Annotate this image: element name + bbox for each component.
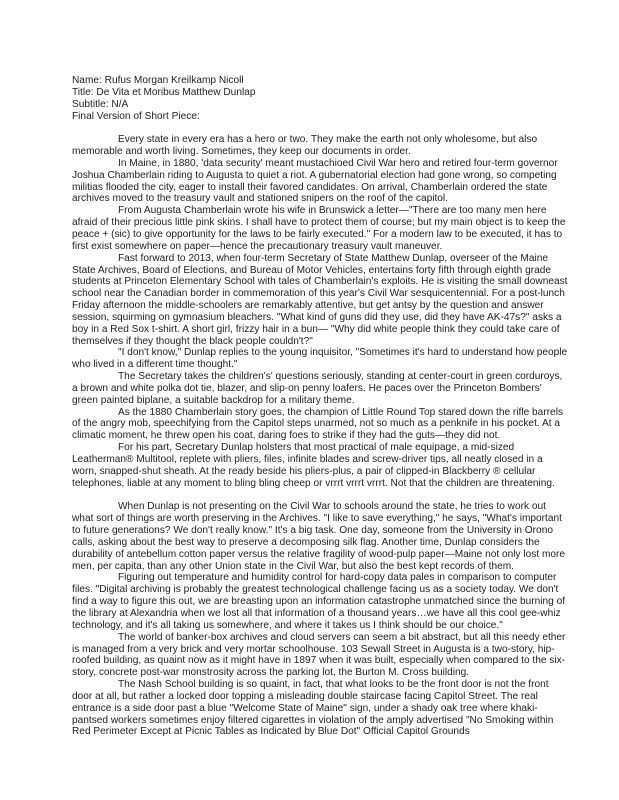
paragraph: From Augusta Chamberlain wrote his wife in Brunswick a letter—"There are too many men here afraid of their precious little pink skins. I shall have to protect them of course; but my main object is to keep the peace + (sic) to give opportunity for the laws to be fairly executed." For a modern law to be executed, it has to first exist somewhere on paper—hence the precautionary treasury vault maneuver. bbox=[72, 205, 566, 252]
paragraph: In Maine, in 1880, 'data security' meant mustachioed Civil War hero and retired four-term governor Joshua Chamberlain riding to Augusta to quiet a riot. A gubernatorial election had gone wrong, so competing militias flooded the city, eager to install their favored candidates. On arrival, Chamberlain ordered the state archives moved to the treasury vault and stationed snipers on the roof of the capitol. bbox=[72, 157, 558, 205]
document-title: Title: De Vita et Moribus Matthew Dunlap bbox=[72, 86, 256, 98]
section-1 bbox=[72, 134, 568, 489]
paragraph: When Dunlap is not presenting on the Civil War to schools around the state, he tries to work out what sort of things are worth preserving in the Archives. "I like to save everything," he says, "What's important to future generations? We don't really know." It's a big task. One day, someone from the University in Orono calls, asking about the best way to preserve a decomposing silk flag. Another time, Dunlap considers the durability of antebellum cotton paper versus the relative fragility of wood-pulp paper—Maine not only lost more men, per capita, than any other Union state in the Civil War, but also the best kept records of them. bbox=[72, 501, 566, 572]
document-page bbox=[72, 75, 568, 738]
paragraph: For his part, Secretary Dunlap holsters that most practical of male equipage, a mid-sized Leatherman® Multitool, replete with pliers, files, infinite blades and screw-driver tips, all neatly closed in a worn, snapped-shut sheath. At the ready beside his pliers-plus, a pair of clipped-in Blackberry ® cellular telephones, liable at any moment to bling bling cheep or vrrrt vrrrt vrrrt. Not that the children are threatening. bbox=[72, 442, 555, 489]
paragraph: Figuring out temperature and humidity control for hard-copy data pales in comparison to computer files. "Digital archiving is probably the greatest technological challenge facing us as a society today. We don't find a way to figure this out, we are breasting upon an information catastrophe unmatched since the burning of the library at Alexandria when we lost all that information of a thousand years…we have all this cool gee-whiz technology, and it's all taking us somewhere, and where it takes us I think should be our choice." bbox=[72, 572, 566, 631]
paragraph: As the 1880 Chamberlain story goes, the champion of Little Round Top stared down the rifle barrels of the angry mob, speechifying from the Capitol steps unarmed, not so much as a penknife in his pocket. At a climatic moment, he threw open his coat, daring foes to strike if they had the guts—they did not. bbox=[72, 406, 564, 442]
author-name: Name: Rufus Morgan Kreilkamp Nicoll bbox=[72, 75, 244, 86]
paragraph: The Secretary takes the children's' questions seriously, standing at center-court in green corduroys, a brown and white polka dot tie, blazer, and slip-on penny loafers. He paces over the Princeton Bombers' green painted biplane, a suitable backdrop for a military theme. bbox=[72, 371, 563, 406]
document-subtitle: Subtitle: N/A bbox=[72, 98, 129, 110]
paragraph: Every state in every era has a hero or two. They make the earth not only wholesome, but also memorable and worth living. Sometimes, they keep our documents in order. bbox=[72, 134, 538, 158]
spacer bbox=[72, 490, 568, 502]
spacer bbox=[72, 122, 568, 134]
section-2 bbox=[72, 501, 568, 738]
version-label: Final Version of Short Piece: bbox=[72, 110, 200, 122]
paragraph: The world of banker-box archives and cloud servers can seem a bit abstract, but all this needy ether is managed from a very brick and very mortar schoolhouse. 103 Sewall Street in Augusta is a two-story, hip-roofed building, as quaint now as it might have in 1897 when it was built, especially when compared to the six-story, concrete post-war monstrosity across the parking lot, the Burton M. Cross building. bbox=[72, 631, 566, 679]
paragraph: Fast forward to 2013, when four-term Secretary of State Matthew Dunlap, overseer of the Maine State Archives, Board of Elections, and Bureau of Motor Vehicles, entertains forty fifth through eighth grade students at Princeton Elementary School with tales of Chamberlain's exploits. He is visiting the small downeast school near the Canadian border in commemoration of this year's Civil War sesquicentennial. For a post-lunch Friday afternoon the middle-schoolers are remarkably attentive, but get antsy by the question and answer session, squirming on gymnasium bleachers. "What kind of guns did they use, did they have AK-47s?" asks a boy in a Red Sox t-shirt. A short girl, frizzy hair in a bun— "Why did white people think they could take care of themselves if they thought the black people couldn't?" bbox=[72, 252, 568, 347]
paragraph: The Nash School building is so quaint, in fact, that what looks to be the front door is not the front door at all, but rather a locked door topping a misleading double staircase facing Capitol Street. The real entrance is a side door past a blue "Welcome State of Maine" sign, under a shady oak tree where khaki-pantsed workers sometimes enjoy filtered cigarettes in violation of the amply advertised "No Smoking within Red Perimeter Except at Picnic Tables as Indicated by Blue Dot" Official Capitol Grounds bbox=[72, 679, 554, 738]
paragraph: "I don't know," Dunlap replies to the young inquisitor, "Sometimes it's hard to understand how people who lived in a different time thought." bbox=[72, 347, 568, 371]
